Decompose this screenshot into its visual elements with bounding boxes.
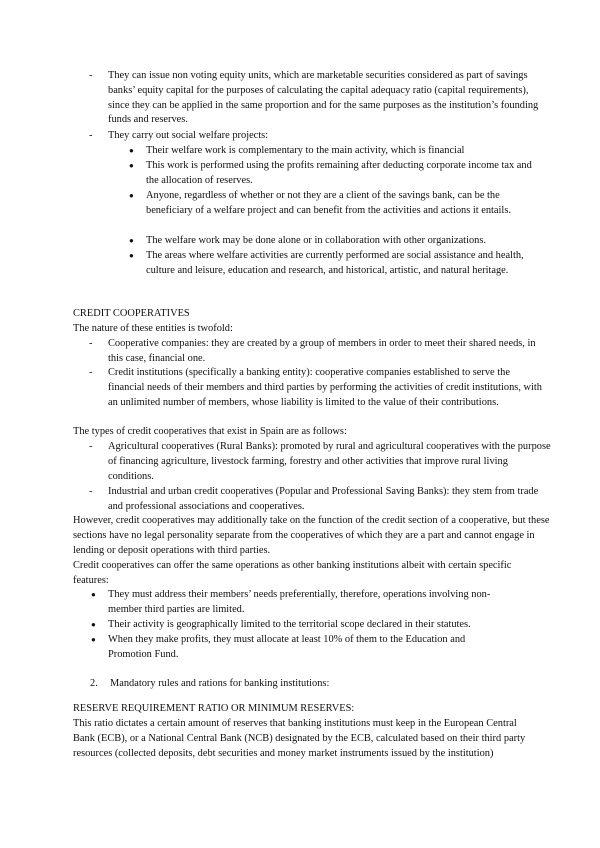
feature-point: When they make profits, they must allocate at least 10% of them to the Education and Promotion Fund. [108,634,466,660]
bullet-icon: ● [129,251,134,260]
welfare-point: Anyone, regardless of whether or not they are a client of the savings bank, can be the beneficiary of a welfare project and can benefit from the activities and actions it entails. [146,190,511,216]
list-dash: - [89,367,93,378]
list-dash: - [89,486,93,497]
paragraph: This ratio dictates a certain amount of reserves that banking institutions must keep in the European Central Bank (ECB), or a National Central Bank (NCB) designated by the ECB, calculated based on their third party resources (collected deposits, debt securities and money market instruments issued by the institution) [73,718,526,759]
section-heading-reserve-requirement: RESERVE REQUIREMENT RATIO OR MINIMUM RESERVES: [73,703,355,714]
bullet-icon: ● [129,236,134,245]
bullet-icon: ● [91,635,96,644]
welfare-point: The welfare work may be done alone or in collaboration with other organizations. [146,235,486,246]
bullet-icon: ● [129,146,134,155]
paragraph: However, credit cooperatives may additionally take on the function of the credit section of a cooperative, but these sections have no legal personality separate from the cooperatives of which they are a part and cannot engage in lending or deposit operations with third parties. [73,515,550,556]
welfare-point: The areas where welfare activities are currently performed are social assistance and health, culture and leisure, education and research, and historical, artistic, and natural heritage. [146,250,524,276]
bullet-icon: ● [129,191,134,200]
paragraph: The nature of these entities is twofold: [73,323,233,334]
list-dash: - [89,338,93,349]
paragraph: The types of credit cooperatives that exist in Spain are as follows: [73,426,347,437]
list-item: Cooperative companies: they are created by a group of members in order to meet their shared needs, in this case, financial one. [108,338,536,364]
list-dash: - [89,441,93,452]
list-item-equity-units: They can issue non voting equity units, which are marketable securities considered as part of savings banks’ equity capital for the purposes of calculating the capital adequacy ratio (capital requirements), since they can be applied in the same proportion and for the same purposes as the institution’s founding funds and reserves. [108,70,539,126]
numbered-item-mandatory-rules: Mandatory rules and rations for banking institutions: [110,678,330,689]
bullet-icon: ● [91,620,96,629]
feature-point: They must address their members’ needs preferentially, therefore, operations involving non-member third parties are limited. [108,589,491,615]
welfare-point: Their welfare work is complementary to the main activity, which is financial [146,145,465,156]
list-item-welfare-projects: They carry out social welfare projects: [108,130,269,141]
feature-point: Their activity is geographically limited to the territorial scope declared in their statutes. [108,619,471,630]
paragraph: Credit cooperatives can offer the same operations as other banking institutions albeit with certain specific features: [73,560,512,586]
section-heading-credit-cooperatives: CREDIT COOPERATIVES [73,308,190,319]
list-item: Agricultural cooperatives (Rural Banks): promoted by rural and agricultural cooperatives with the purpose of financing agriculture, livestock farming, forestry and other activities that improve rural living conditions. [108,441,551,482]
list-dash: - [89,130,93,141]
bullet-icon: ● [91,590,96,599]
list-item: Industrial and urban credit cooperatives (Popular and Professional Saving Banks): they stem from trade and professional associations and cooperatives. [108,486,539,512]
bullet-icon: ● [129,161,134,170]
list-dash: - [89,70,93,81]
list-item: Credit institutions (specifically a banking entity): cooperative companies established to serve the financial needs of their members and third parties by performing the activities of credit institutions, with an unlimited number of members, whose liability is limited to the value of their contributions. [108,367,542,408]
list-number: 2. [90,678,98,689]
welfare-point: This work is performed using the profits remaining after deducting corporate income tax and the allocation of reserves. [146,160,532,186]
